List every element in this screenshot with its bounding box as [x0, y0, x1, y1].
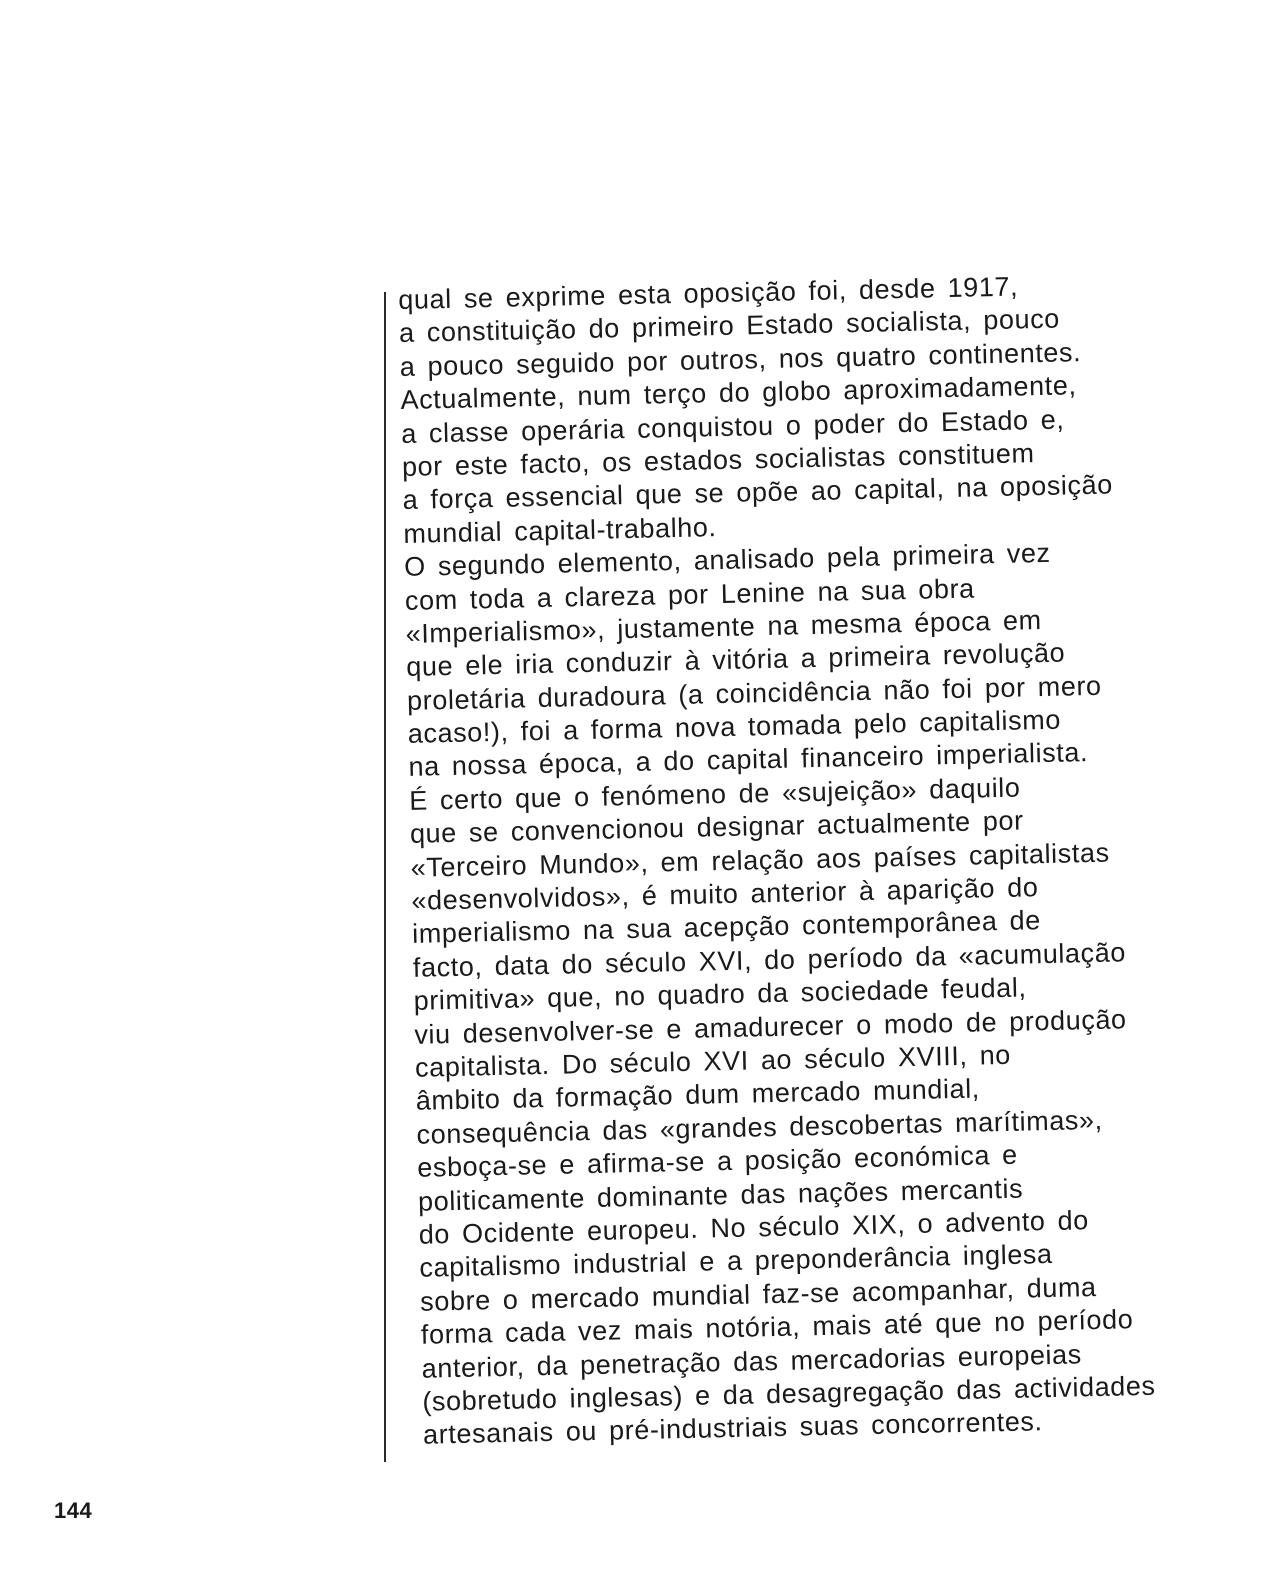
body-text — [398, 266, 1263, 1453]
text-line: «desenvolvidos», é muito anterior à aparição do — [411, 872, 1039, 916]
text-line: O segundo elemento, analisado pela primeira vez — [403, 537, 1051, 583]
text-line: do Ocidente europeu. No século XIX, o advento do — [418, 1205, 1090, 1250]
text-line: proletária duradoura (a coincidência não foi por mero — [406, 670, 1102, 716]
text-line: a força essencial que se opõe ao capital, na oposição — [402, 469, 1114, 516]
text-line: sobre o mercado mundial faz-se acompanhar, duma — [419, 1271, 1097, 1317]
text-line: a constituição do primeiro Estado socialista, pouco — [398, 303, 1061, 349]
page-number: 144 — [54, 1498, 93, 1523]
text-line: É certo que o fenómeno de «sujeição» daquilo — [408, 772, 1021, 816]
text-line: com toda a clareza por Lenine na sua obra — [404, 573, 976, 616]
text-line: forma cada vez mais notória, mais até que no período — [420, 1304, 1134, 1350]
text-line: por este facto, os estados socialistas constituem — [401, 438, 1035, 482]
text-line: âmbito da formação dum mercado mundial, — [415, 1073, 981, 1117]
text-line: (sobretudo inglesas) e da desagregação das actividades — [422, 1370, 1156, 1417]
text-line: primitiva» que, no quadro da sociedade feudal, — [413, 972, 1027, 1017]
text-line: consequência das «grandes descobertas marítimas», — [416, 1104, 1104, 1150]
text-line: que ele iria conduzir à vitória a primeira revolução — [406, 637, 1066, 683]
text-line: na nossa época, a do capital financeiro imperialista. — [408, 737, 1089, 783]
text-line: viu desenvolver-se e amadurecer o modo de produção — [414, 1003, 1127, 1050]
text-line: politicamente dominante das nações mercantis — [417, 1173, 1024, 1217]
text-line: facto, data do século XVI, do período da «acumulação — [412, 937, 1127, 983]
text-line: capitalismo industrial e a preponderância inglesa — [419, 1239, 1053, 1284]
text-line: que se convencionou designar actualmente por — [409, 805, 1024, 850]
margin-line — [384, 292, 386, 1462]
text-line: capitalista. Do século XVI ao século XVIII, no — [414, 1039, 1012, 1083]
text-line: acaso!), foi a forma nova tomada pelo capitalismo — [407, 704, 1062, 749]
text-line: qual se exprime esta oposição foi, desde 1917, — [398, 271, 1019, 315]
text-line: anterior, da penetração das mercadorias europeias — [421, 1338, 1083, 1384]
text-line: a classe operária conquistou o poder do Estado e, — [400, 404, 1065, 449]
text-line: «Terceiro Mundo», em relação aos países capitalistas — [410, 837, 1110, 883]
text-line: «Imperialismo», justamente na mesma época em — [405, 604, 1042, 649]
text-line: artesanais ou pré-industriais suas concorrentes. — [422, 1406, 1043, 1451]
text-line: Actualmente, num terço do globo aproximadamente, — [400, 370, 1077, 416]
text-line: mundial capital-trabalho. — [403, 511, 717, 549]
text-line: esboça-se e afirma-se a posição económica e — [416, 1139, 1019, 1183]
text-line: imperialismo na sua acepção contemporânea de — [411, 905, 1042, 950]
text-line: a pouco seguido por outros, nos quatro continentes. — [399, 336, 1082, 382]
